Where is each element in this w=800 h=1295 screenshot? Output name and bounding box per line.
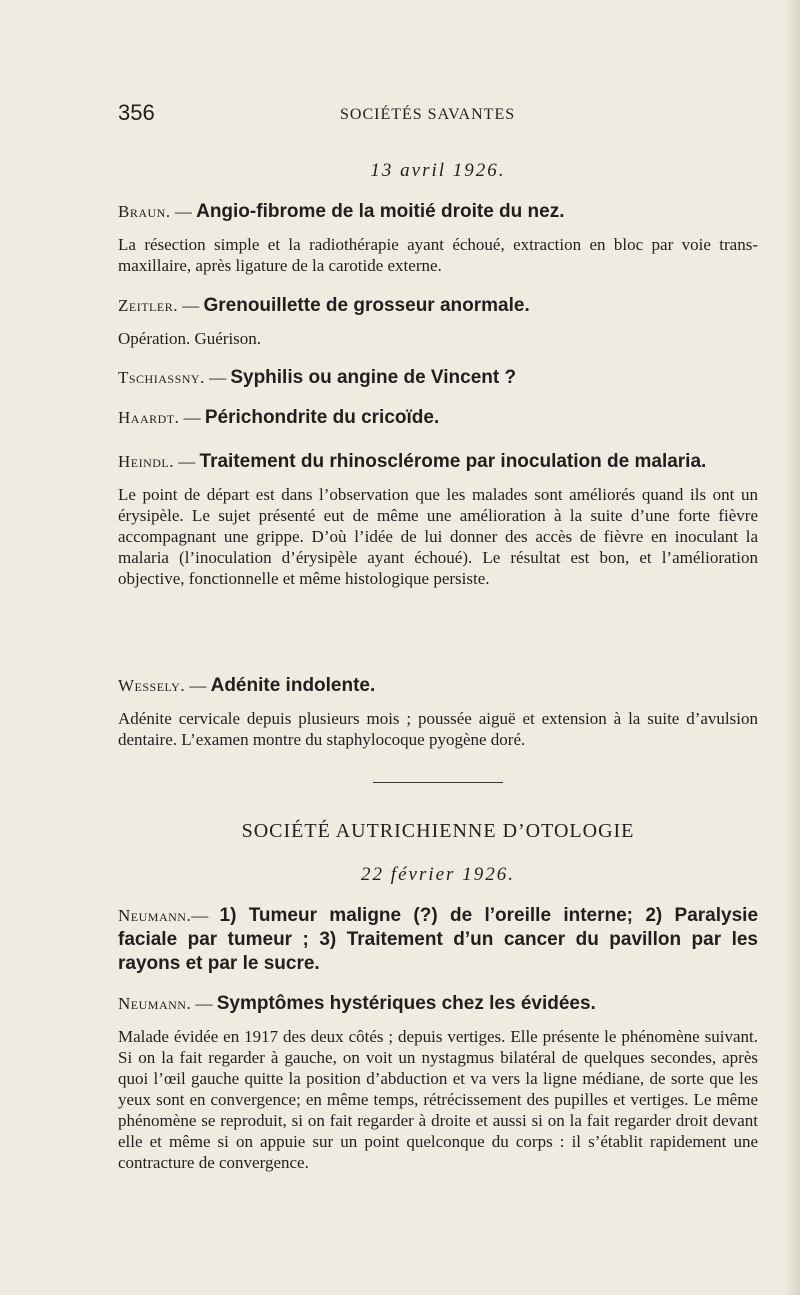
entry-title: Syphilis ou angine de Vincent ? <box>230 367 517 388</box>
entry-title: 1) Tumeur maligne (?) de l’oreille interne; 2) Paralysie faciale par tumeur ; 3) Traitement d’un cancer du pavillon par les rayons et par le sucre. <box>118 905 759 974</box>
page-edge-shadow <box>786 0 800 1295</box>
entry-heading <box>118 674 758 698</box>
entry-title: Angio-fibrome de la moitié droite du nez. <box>196 201 565 222</box>
dash: — <box>179 408 205 427</box>
page-number: 356 <box>118 100 155 125</box>
author-name: Braun. <box>118 202 171 221</box>
dash: — <box>170 202 197 221</box>
entry-body: Adénite cervicale depuis plusieurs mois ; poussée aiguë et extension à la suite d’avulsion dentaire. L’examen montre du staphylocoque pyogène doré. <box>118 709 758 749</box>
entry-braun <box>118 200 758 276</box>
author-name: Zeitler. <box>118 296 178 315</box>
entry-neumann-1 <box>118 904 758 976</box>
journal-page <box>118 0 758 1295</box>
entry-heading <box>118 366 758 390</box>
entry-heading <box>118 450 758 474</box>
running-title: SOCIÉTÉS SAVANTES <box>340 106 516 123</box>
entry-neumann-2 <box>118 992 758 1173</box>
author-name: Heindl. <box>118 452 175 471</box>
entry-body: Malade évidée en 1917 des deux côtés ; depuis vertiges. Elle présente le phénomène suivant. Si on la fait regarder à gauche, on voit un nystagmus bilatéral de quelques secondes, après quoi l’œil gauche quitte la position d’abduction et va vers la ligne médiane, de sorte que les yeux sont en convergence; en même temps, rétrécissement des pupilles et vertiges. Le même phénomène se reproduit, si on fait regarder à droite et aussi si on la fait regarder droit devant elle et même si on appuie sur un point quelconque du corps : il s’établit rapidement une contracture de convergence. <box>118 1027 758 1172</box>
entry-body: Opération. Guérison. <box>118 329 262 348</box>
dash: — <box>204 368 231 387</box>
entry-body: Le point de départ est dans l’observation que les malades sont améliorés quand ils ont un érysipèle. Le sujet présenté eut de même une amélioration à la suite d’une forte fièvre accompagnant une grippe. D’où l’idée de lui donner des accès de fièvre en inoculant la malaria (l’inoculation d’érysipèle ayant échoué). Le résultat est bon, et l’amélioration objective, fonctionnelle et même histologique persiste. <box>118 485 758 588</box>
entry-wessely <box>118 674 758 750</box>
entry-title: Adénite indolente. <box>210 675 376 696</box>
entry-zeitler <box>118 294 758 349</box>
entry-body: La résection simple et la radiothérapie ayant échoué, extraction en bloc par voie trans-maxillaire, après ligature de la carotide externe. <box>118 235 758 275</box>
author-name: Tschiassny. <box>118 368 205 387</box>
entry-tschiassny <box>118 366 758 390</box>
entry-haardt <box>118 406 758 430</box>
section-divider <box>373 782 503 783</box>
author-name: Wessely. <box>118 676 186 695</box>
author-name: Neumann. <box>118 906 192 925</box>
author-name: Neumann. <box>118 994 192 1013</box>
dash: — <box>177 296 204 315</box>
entry-heading <box>118 992 758 1016</box>
entry-heading <box>118 200 758 224</box>
entry-title: Grenouillette de grosseur anormale. <box>203 295 530 316</box>
session-date: 13 avril 1926. <box>370 160 506 181</box>
entry-title: Périchondrite du cricoïde. <box>204 407 440 428</box>
author-name: Haardt. <box>118 408 180 427</box>
entry-heading <box>118 294 758 318</box>
dash: — <box>191 994 217 1013</box>
dash: — <box>185 676 211 695</box>
entry-heading <box>118 406 758 430</box>
session-date: 22 février 1926. <box>361 864 515 885</box>
entry-title: Symptômes hystériques chez les évidées. <box>216 993 596 1014</box>
section-title: SOCIÉTÉ AUTRICHIENNE D’OTOLOGIE <box>241 820 635 842</box>
dash: — <box>191 906 220 925</box>
entry-heindl <box>118 450 758 589</box>
entry-title: Traitement du rhinosclérome par inoculation de malaria. <box>199 451 707 472</box>
dash: — <box>174 452 200 471</box>
running-head <box>118 100 758 130</box>
entry-heading <box>118 904 758 976</box>
